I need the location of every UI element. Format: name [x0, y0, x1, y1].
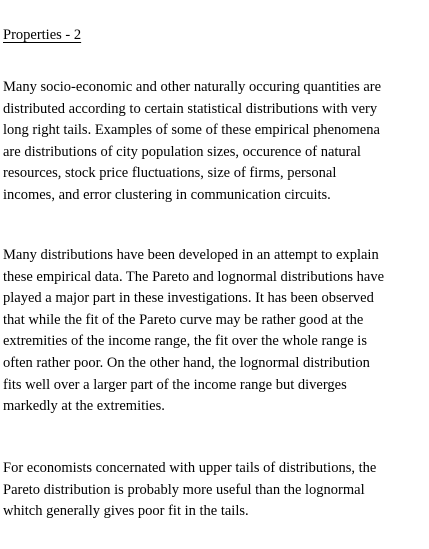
paragraph-3 [3, 458, 376, 523]
page-heading: Properties - 2 [3, 27, 82, 43]
paragraph-2 [3, 245, 384, 418]
paragraph-line: whitch generally gives poor fit in the tails. [3, 503, 249, 520]
paragraph-line: extremities of the income range, the fit over the whole range is [3, 333, 367, 350]
paragraph-line: markedly at the extremities. [3, 398, 165, 415]
paragraph-line: incomes, and error clustering in communication circuits. [3, 186, 331, 203]
paragraph-1 [3, 77, 381, 207]
paragraph-line: Many socio-economic and other naturally occuring quantities are [3, 79, 382, 95]
paragraph-line: For economists concernated with upper tails of distributions, the [3, 460, 377, 476]
paragraph-line: Pareto distribution is probably more useful than the lognormal [3, 481, 365, 498]
paragraph-line: that while the fit of the Pareto curve may be rather good at the [3, 311, 364, 328]
paragraph-line: long right tails. Examples of some of these empirical phenomena [3, 122, 380, 139]
paragraph-line: Many distributions have been developed in an attempt to explain [3, 247, 379, 263]
paragraph-line: are distributions of city population sizes, occurence of natural [3, 143, 361, 160]
paragraph-line: fits well over a larger part of the income range but diverges [3, 376, 347, 393]
paragraph-line: resources, stock price fluctuations, size of firms, personal [3, 165, 337, 182]
paragraph-line: distributed according to certain statistical distributions with very [3, 100, 378, 117]
paragraph-line: played a major part in these investigations. It has been observed [3, 290, 374, 307]
paragraph-line: often rather poor. On the other hand, the lognormal distribution [3, 354, 370, 371]
paragraph-line: these empirical data. The Pareto and lognormal distributions have [3, 268, 385, 285]
